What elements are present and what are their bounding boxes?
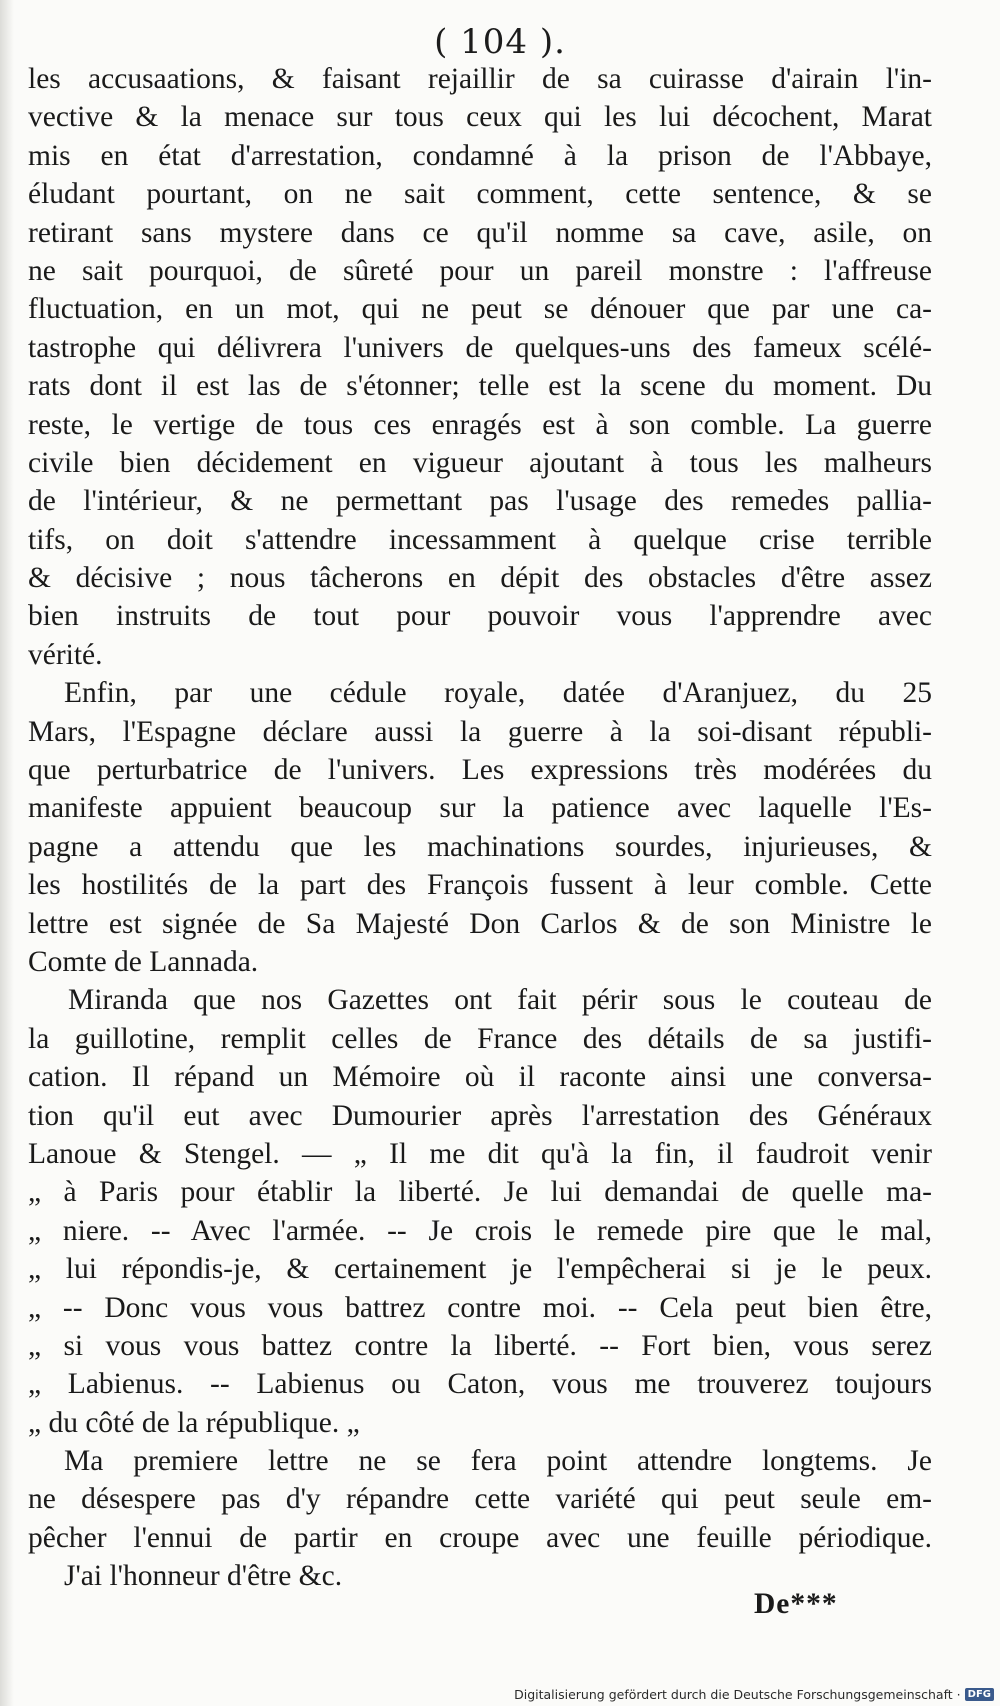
text-line: les hostilités de la part des François fussent à leur comble. Cette (28, 869, 932, 902)
text-line: reste, le vertige de tous ces enragés est à son comble. La guerre (28, 408, 932, 441)
text-line: civile bien décidement en vigueur ajoutant à tous les malheurs (28, 446, 932, 479)
text-line: Lanoue & Stengel. — „ Il me dit qu'à la fin, il faudroit venir (28, 1137, 932, 1170)
text-line: pêcher l'ennui de partir en croupe avec une feuille périodique. (28, 1521, 932, 1554)
text-line: „ si vous vous battez contre la liberté. -- Fort bien, vous serez (28, 1329, 932, 1362)
text-line: ne sait pourquoi, de sûreté pour un pareil monstre : l'affreuse (28, 254, 932, 287)
dfg-logo-icon: DFG (965, 1688, 994, 1701)
page-number: ( 104 ). (434, 22, 566, 62)
text-line: Comte de Lannada. (28, 945, 259, 978)
text-line: fluctuation, en un mot, qui ne peut se dénouer que par une ca- (28, 293, 932, 326)
text-line: tion qu'il eut avec Dumourier après l'arrestation des Généraux (28, 1099, 932, 1132)
text-line: J'ai l'honneur d'être &c. (64, 1560, 343, 1593)
text-line: tastrophe qui délivrera l'univers de quelques-uns des fameux scélé- (28, 331, 932, 364)
text-line: „ -- Donc vous vous battrez contre moi. -- Cela peut bien être, (28, 1291, 932, 1324)
text-line: retirant sans mystere dans ce qu'il nomme sa cave, asile, on (28, 216, 932, 249)
body-text (28, 60, 932, 1596)
text-line: la guillotine, remplit celles de France des détails de sa justifi- (28, 1022, 932, 1055)
text-line: Mars, l'Espagne déclare aussi la guerre à la soi-disant républi- (28, 715, 932, 748)
text-line: Miranda que nos Gazettes ont fait périr sous le couteau de (68, 984, 932, 1017)
text-line: Ma premiere lettre ne se fera point attendre longtems. Je (64, 1445, 932, 1478)
text-line: „ lui répondis-je, & certainement je l'empêcherai si je le peux. (28, 1253, 932, 1286)
text-line: éludant pourtant, on ne sait comment, cette sentence, & se (28, 178, 932, 211)
text-line: „ niere. -- Avec l'armée. -- Je crois le remede pire que le mal, (28, 1214, 932, 1247)
text-line: bien instruits de tout pour pouvoir vous l'apprendre avec (28, 600, 932, 633)
signature: De*** (754, 1588, 838, 1620)
page-edge-shadow (0, 0, 14, 1706)
text-line: vective & la menace sur tous ceux qui les lui décochent, Marat (28, 101, 932, 134)
text-line: de l'intérieur, & ne permettant pas l'usage des remedes pallia- (28, 485, 932, 518)
text-line: „ Labienus. -- Labienus ou Caton, vous me trouverez toujours (28, 1368, 932, 1401)
text-line: que perturbatrice de l'univers. Les expressions très modérées du (28, 754, 932, 787)
text-line: rats dont il est las de s'étonner; telle est la scene du moment. Du (28, 370, 932, 403)
text-line: Enfin, par une cédule royale, datée d'Aranjuez, du 25 (64, 677, 932, 710)
text-line: ne désespere pas d'y répandre cette variété qui peut seule em- (28, 1483, 932, 1516)
text-line: manifeste appuient beaucoup sur la patience avec laquelle l'Es- (28, 792, 932, 825)
text-line: lettre est signée de Sa Majesté Don Carlos & de son Ministre le (28, 907, 932, 940)
text-line: pagne a attendu que les machinations sourdes, injurieuses, & (28, 830, 932, 863)
text-line: tifs, on doit s'attendre incessamment à quelque crise terrible (28, 523, 932, 556)
text-line: les accusaations, & faisant rejaillir de sa cuirasse d'airain l'in- (28, 63, 932, 95)
text-line: & décisive ; nous tâcherons en dépit des obstacles d'être assez (28, 562, 932, 595)
text-line: „ à Paris pour établir la liberté. Je lui demandai de quelle ma- (28, 1176, 932, 1209)
footer-text: Digitalisierung gefördert durch die Deutsche Forschungsgemeinschaft (514, 1687, 953, 1702)
digitization-footer: Digitalisierung gefördert durch die Deutsche Forschungsgemeinschaft · DFG (514, 1687, 994, 1702)
text-line: vérité. (28, 638, 103, 671)
text-line: cation. Il répand un Mémoire où il raconte ainsi une conversa- (28, 1061, 932, 1094)
text-line: mis en état d'arrestation, condamné à la prison de l'Abbaye, (28, 139, 932, 172)
text-line: „ du côté de la république. „ (28, 1406, 360, 1439)
